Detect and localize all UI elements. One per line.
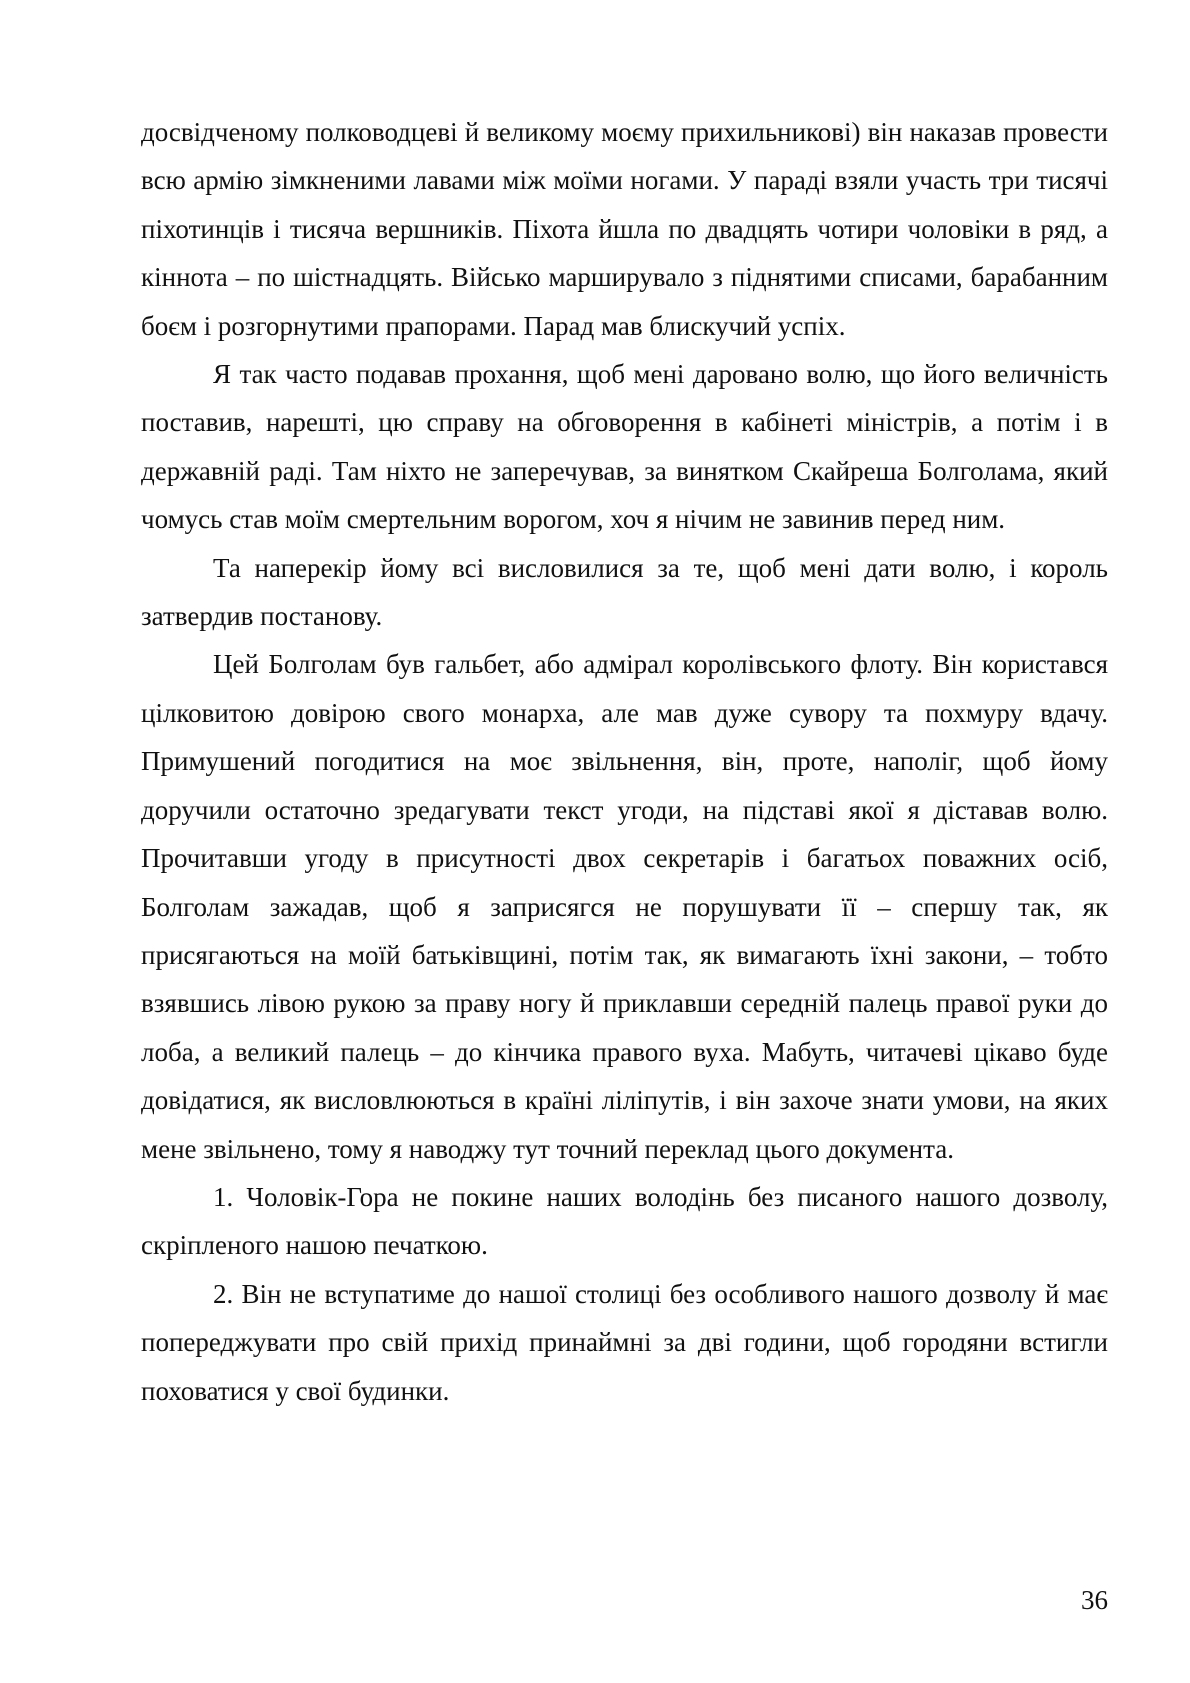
paragraph-bolgolam: Цей Болголам був гальбет, або адмірал королівського флоту. Він користався цілковитою довірою свого монарха, але мав дуже сувору та похмуру вдачу. Примушений погодитися на моє звільнення, він, проте, наполіг, щоб йому доручили остаточно зредагувати текст угоди, на підставі якої я діставав волю. Прочитавши угоду в присутності двох секретарів і багатьох поважних осіб, Болголам зажадав, щоб я заприсягся не порушувати її – спершу так, як присягаються на моїй батьківщині, потім так, як вимагають їхні закони, – тобто взявшись лівою рукою за праву ногу й приклавши середній палець правої руки до лоба, а великий палець – до кінчика правого вуха. Мабуть, читачеві цікаво буде довідатися, як висловлюються в країні ліліпутів, і він захоче знати умови, на яких мене звільнено, тому я наводжу тут точний переклад цього документа. — [141, 649, 1108, 1164]
body-text — [141, 108, 1108, 1415]
paragraph-article-1: 1. Чоловік-Гора не покине наших володінь без писаного нашого дозволу, скріпленого нашою печаткою. — [141, 1181, 1108, 1261]
paragraph-decision: Та наперекір йому всі висловилися за те, щоб мені дати волю, і король затвердив постанову. — [141, 552, 1108, 632]
page-number: 36 — [1081, 1585, 1108, 1615]
paragraph-article-2: 2. Він не вступатиме до нашої столиці без особливого нашого дозволу й має попереджувати про свій прихід принаймні за дві години, щоб городяни встигли поховатися у свої будинки. — [141, 1278, 1108, 1406]
paragraph-petition: Я так часто подавав прохання, щоб мені даровано волю, що його величність поставив, нарешті, цю справу на обговорення в кабінеті міністрів, а потім і в державній раді. Там ніхто не заперечував, за винятком Скайреша Болголама, який чомусь став моїм смертельним ворогом, хоч я нічим не завинив перед ним. — [141, 359, 1108, 535]
paragraph-parade: досвідченому полководцеві й великому моєму прихильникові) він наказав провести всю армію зімкненими лавами між моїми ногами. У параді взяли участь три тисячі піхотинців і тисяча вершників. Піхота йшла по двадцять чотири чоловіки в ряд, а кіннота – по шістнадцять. Військо марширувало з піднятими списами, барабанним боєм і розгорнутими прапорами. Парад мав блискучий успіх. — [141, 117, 1108, 341]
